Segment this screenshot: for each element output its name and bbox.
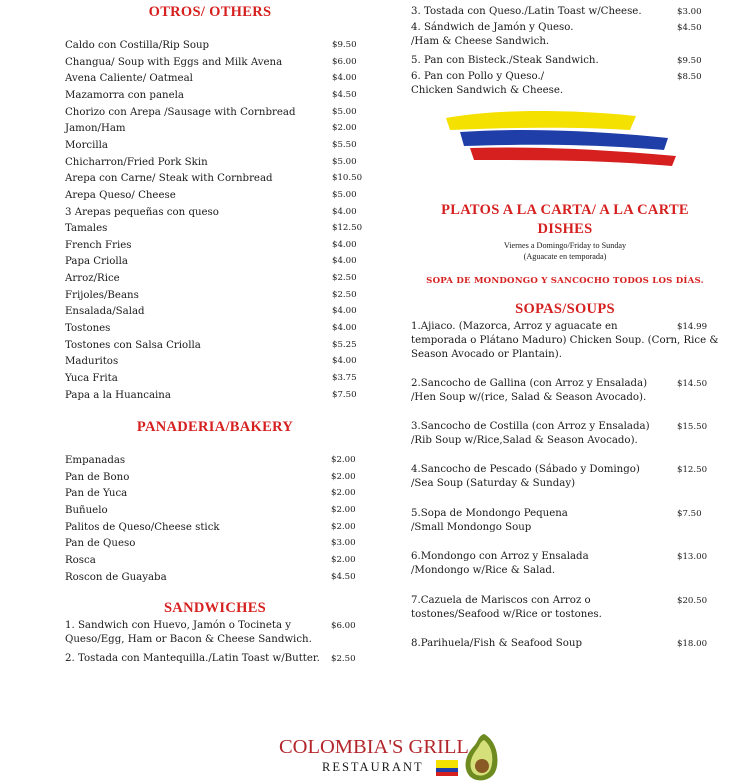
logo-name: COLOMBIA'S GRILL [279, 736, 469, 758]
otros-item-price: $4.00 [332, 356, 357, 367]
sopa-item-line: /Small Mondongo Soup [411, 522, 532, 533]
sopa-item [411, 507, 702, 535]
bakery-item-price: $4.50 [331, 571, 356, 582]
sopa-item-line: Season Avocado or Plantain). [411, 349, 562, 360]
sopa-item [411, 320, 718, 362]
logo-flag-icon [436, 760, 458, 776]
sopa-item-price: $20.50 [677, 596, 708, 606]
sopa-item [411, 637, 708, 651]
sopa-item-price: $12.50 [677, 465, 708, 475]
sopa-item-line: 2.Sancocho de Gallina (con Arroz y Ensalada) [411, 378, 648, 389]
otros-item-name: Jamon/Ham [65, 123, 126, 135]
sandwich-item-4-line1: 4. Sándwich de Jamón y Queso. [411, 22, 574, 33]
bakery-item-price: $2.00 [331, 504, 356, 515]
sandwich-item-2-line1: 2. Tostada con Mantequilla./Latin Toast w/Butter. [65, 653, 320, 664]
sopa-item-price: $14.50 [677, 379, 708, 389]
sopa-item [411, 550, 708, 578]
sandwich-item-5-price: $9.50 [677, 56, 702, 66]
otros-item-price: $2.00 [332, 123, 357, 134]
sopa-item-line: /Mondongo w/Rice & Salad. [411, 565, 556, 576]
sopa-item-line: 1.Ajiaco. (Mazorca, Arroz y aguacate en [411, 321, 618, 332]
bakery-title: PANADERIA/BAKERY [136, 419, 294, 435]
bakery-item-price: $2.00 [331, 471, 356, 482]
otros-item-price: $9.50 [332, 40, 357, 50]
sandwich-item-4-line2: /Ham & Cheese Sandwich. [411, 36, 550, 47]
otros-item-name: Chorizo con Arepa /Sausage with Cornbread [65, 106, 296, 118]
otros-item-name: Tostones [65, 323, 111, 335]
otros-item-price: $4.00 [332, 256, 357, 267]
otros-item-name: Changua/ Soup with Eggs and Milk Avena [65, 56, 283, 68]
otros-item-name: Mazamorra con panela [65, 89, 184, 101]
otros-item-price: $3.75 [332, 373, 357, 383]
bakery-item-price: $2.00 [331, 488, 356, 499]
sopa-item-line: /Rib Soup w/Rice,Salad & Season Avocado). [411, 435, 638, 446]
sandwiches-title: SANDWICHES [163, 600, 267, 616]
bakery-item-price: $2.00 [331, 455, 356, 465]
otros-item-price: $5.00 [332, 106, 357, 117]
bakery-item-name: Palitos de Queso/Cheese stick [65, 521, 220, 533]
sandwich-item-2-price: $2.50 [331, 654, 356, 664]
bakery-item-name: Roscon de Guayaba [65, 571, 167, 583]
otros-item-name: Arepa Queso/ Cheese [65, 189, 176, 201]
otros-item-name: Maduritos [65, 356, 119, 368]
otros-item-price: $4.00 [332, 206, 357, 217]
bakery-item-price: $3.00 [331, 538, 356, 549]
carta-title-line2: DISHES [537, 221, 593, 237]
avocado-icon [460, 730, 502, 784]
sopa-item-price: $7.50 [677, 509, 702, 519]
sopa-item-line: /Hen Soup w/(rice, Salad & Season Avocado). [411, 392, 647, 403]
otros-item-price: $5.00 [332, 156, 357, 167]
sandwich-item-5 [411, 54, 702, 68]
otros-item-name: Yuca Frita [65, 373, 118, 384]
sandwich-item-5-line1: 5. Pan con Bisteck./Steak Sandwich. [411, 55, 599, 66]
sopa-item-line: 4.Sancocho de Pescado (Sábado y Domingo) [411, 464, 640, 475]
sopa-item-line: /Sea Soup (Saturday & Sunday) [411, 478, 576, 489]
otros-item-name: French Fries [65, 239, 132, 251]
sandwich-item-6-line2: Chicken Sandwich & Cheese. [411, 85, 564, 96]
bakery-item-name: Rosca [65, 554, 96, 566]
otros-item-name: Papa Criolla [65, 256, 128, 268]
sopa-item-line: 8.Parihuela/Fish & Seafood Soup [411, 638, 582, 649]
otros-item-price: $2.50 [332, 273, 357, 284]
otros-item-name: Arroz/Rice [65, 273, 120, 285]
bakery-item-name: Empanadas [65, 455, 126, 466]
otros-item-price: $5.00 [332, 189, 357, 200]
sandwich-item-4-price: $4.50 [677, 23, 702, 33]
sopa-item-line: 3.Sancocho de Costilla (con Arroz y Ensalada) [411, 421, 650, 432]
sopa-item-line: temporada o Plátano Maduro) Chicken Soup. (Corn, Rice & [411, 335, 719, 346]
otros-item-price: $4.00 [332, 239, 357, 250]
otros-item-price: $2.50 [332, 289, 357, 300]
otros-item-name: 3 Arepas pequeñas con queso [65, 206, 219, 218]
bakery-item-name: Pan de Queso [65, 538, 136, 550]
bakery-item-price: $2.00 [331, 554, 356, 565]
otros-item-name: Ensalada/Salad [65, 306, 145, 318]
otros-item-price: $4.00 [332, 323, 357, 334]
otros-item-name: Papa a la Huancaina [65, 389, 171, 401]
bakery-item-name: Pan de Bono [65, 471, 130, 483]
carta-title-line1: PLATOS A LA CARTA/ A LA CARTE [441, 202, 689, 218]
sandwich-item-6-price: $8.50 [677, 72, 702, 82]
otros-item-name: Frijoles/Beans [65, 289, 139, 301]
sopa-item [411, 420, 708, 448]
sopa-item-price: $18.00 [677, 639, 708, 649]
sopa-item-price: $14.99 [677, 322, 708, 332]
otros-item-name: Tamales [65, 223, 108, 235]
sandwich-item-3-price: $3.00 [677, 7, 702, 17]
sandwich-item-3 [411, 5, 702, 19]
sandwich-item-1-line1: 1. Sandwich con Huevo, Jamón o Tocineta y [65, 620, 292, 631]
otros-item-price: $10.50 [332, 173, 363, 184]
otros-item-price: $5.50 [332, 139, 357, 150]
otros-item-price: $6.00 [332, 56, 357, 67]
otros-item-name: Avena Caliente/ Oatmeal [65, 73, 193, 85]
carta-days-text: Viernes a Domingo/Friday to Sunday [503, 241, 627, 250]
carta-note: SOPA DE MONDONGO Y SANCOCHO TODOS LOS DÍAS. [426, 276, 704, 286]
otros-item-price: $7.50 [332, 389, 357, 400]
colombia-flag-icon [440, 108, 680, 168]
otros-title: OTROS/ OTHERS [148, 4, 272, 20]
otros-item-name: Chicharron/Fried Pork Skin [65, 156, 208, 168]
sopa-item [411, 594, 708, 622]
sopas-title: SOPAS/SOUPS [515, 301, 615, 317]
sandwich-item-1-line2: Queso/Egg, Ham or Bacon & Cheese Sandwich. [65, 634, 312, 645]
otros-item-name: Morcilla [65, 139, 108, 151]
otros-item-price: $5.25 [332, 339, 357, 350]
otros-item-price: $4.50 [332, 89, 357, 100]
carta-title [400, 201, 730, 239]
bakery-item-name: Buñuelo [65, 504, 108, 516]
otros-item-name: Caldo con Costilla/Rip Soup [65, 40, 210, 51]
otros-item-name: Arepa con Carne/ Steak with Cornbread [65, 173, 273, 185]
sandwich-item-6 [411, 70, 702, 98]
sopa-item-price: $15.50 [677, 422, 708, 432]
bakery-item-name: Pan de Yuca [65, 488, 128, 500]
sandwich-item-2 [65, 652, 356, 666]
sopa-item [411, 377, 708, 405]
bakery-item-price: $2.00 [331, 521, 356, 532]
sandwich-item-1 [65, 619, 356, 647]
sopa-item-line: 7.Cazuela de Mariscos con Arroz o [411, 595, 591, 606]
sopa-item-line: 6.Mondongo con Arroz y Ensalada [411, 551, 589, 562]
logo-sub: RESTAURANT [322, 760, 424, 774]
carta-season-text: (Aguacate en temporada) [523, 252, 607, 261]
sopa-item [411, 463, 708, 491]
sopa-item-line: 5.Sopa de Mondongo Pequena [411, 508, 568, 519]
sopa-item-price: $13.00 [677, 552, 708, 562]
sandwich-item-3-line1: 3. Tostada con Queso./Latin Toast w/Cheese. [411, 6, 642, 17]
sandwich-item-6-line1: 6. Pan con Pollo y Queso./ [411, 71, 545, 82]
carta-days [420, 240, 710, 262]
sopa-item-line: tostones/Seafood w/Rice or tostones. [411, 609, 602, 620]
otros-item-price: $12.50 [332, 223, 363, 234]
sandwich-item-1-price: $6.00 [331, 621, 356, 631]
otros-item-name: Tostones con Salsa Criolla [65, 339, 201, 351]
otros-item-price: $4.00 [332, 73, 357, 84]
sandwich-item-4 [411, 21, 702, 49]
otros-item-price: $4.00 [332, 306, 357, 317]
